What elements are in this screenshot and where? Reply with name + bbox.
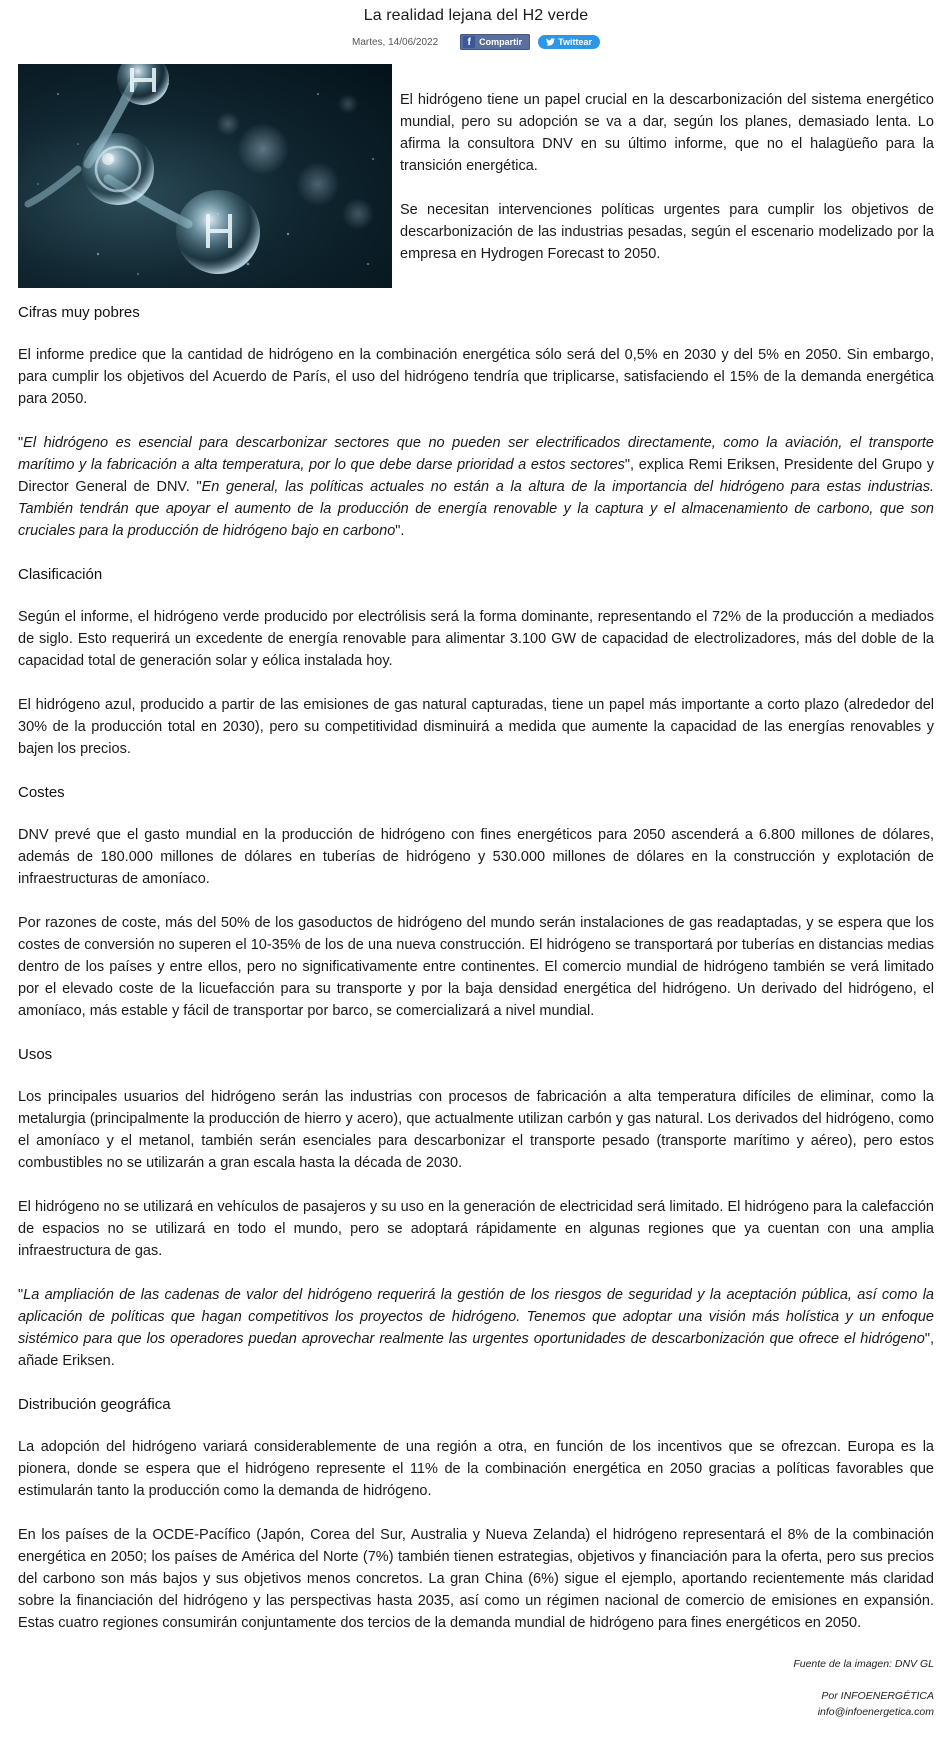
article-intro <box>400 89 934 287</box>
facebook-icon: f <box>463 36 475 48</box>
quote-attribution: ", añade Eriksen. <box>18 1331 934 1369</box>
paragraph: Por razones de coste, más del 50% de los gasoductos de hidrógeno del mundo serán instalaciones de gas readaptadas, y se espera que los costes de conversión no superen el 10-35% de los de una nueva construcción. El hidrógeno se transportará por tuberías en distancias medias dentro de los países y entre ellos, pero no significativamente entre continentes. El comercio mundial de hidrógeno también se verá limitado por el elevado coste de la licuefacción para su transporte y por la baja densidad energética del hidrógeno. Un derivado del hidrógeno, el amoníaco, más estable y fácil de transportar por barco, se comercializará a nivel mundial. <box>18 915 934 1019</box>
quote-paragraph <box>18 1284 934 1372</box>
article-date: Martes, 14/06/2022 <box>351 36 439 48</box>
article-meta <box>18 34 934 50</box>
twitter-bird-icon <box>546 38 555 46</box>
section-cifras <box>18 302 934 1634</box>
byline: Por INFOENERGÉTICA <box>821 1690 934 1702</box>
quote-text: En general, las políticas actuales no están a la altura de la importancia del hidrógeno para estas industrias. También tendrán que apoyar el aumento de la producción de energía renovable y la captura y el almacenamiento de carbono, que son cruciales para la producción de hidrógeno bajo en carbono <box>18 479 935 539</box>
paragraph: DNV prevé que el gasto mundial en la producción de hidrógeno con fines energéticos para 2050 ascenderá a 6.800 millones de dólares, además de 180.000 millones de dólares en tuberías de hidrógeno y 530.000 millones de dólares en la construcción y explotación de infraestructuras de amoníaco. <box>18 827 934 887</box>
article <box>18 0 934 1720</box>
section-heading: Cifras muy pobres <box>18 304 140 321</box>
image-source: Fuente de la imagen: DNV GL <box>793 1658 934 1670</box>
article-title: La realidad lejana del H2 verde <box>363 7 589 24</box>
paragraph: En los países de la OCDE-Pacífico (Japón, Corea del Sur, Australia y Nueva Zelanda) el hidrógeno representará el 8% de la combinación energética en 2050; los países de América del Norte (7%) también tienen estrategias, objetivos y financiación para la oferta, pero sus precios del carbono son más bajos y sus objetivos menos concretos. La gran China (6%) sigue el ejemplo, aportando recientemente más claridad sobre la financiación del hidrógeno y las perspectivas hasta 2035, así como un régimen nacional de comercio de emisiones en expansión. Estas cuatro regiones consumirán conjuntamente dos tercios de la demanda mundial de hidrógeno para fines energéticos en 2050. <box>18 1527 934 1631</box>
hydrogen-molecule-image <box>18 64 392 288</box>
article-lead <box>18 64 934 292</box>
quote-text: La ampliación de las cadenas de valor del hidrógeno requerirá la gestión de los riesgos de seguridad y la aceptación pública, así como la aplicación de políticas que hagan competitivos los proyectos de hidrógeno. Tenemos que adoptar una visión más holística y un enfoque sistémico para que los operadores puedan aprovechar realmente las urgentes oportunidades de descarbonización que ofrece el hidrógeno <box>18 1287 934 1347</box>
paragraph: Los principales usuarios del hidrógeno serán las industrias con procesos de fabricación a alta temperatura difíciles de eliminar, como la metalurgia (principalmente la producción de hierro y acero), que actualmente utilizan carbón y gas natural. Los derivados del hidrógeno, como el amoníaco y el metanol, también serán esenciales para descarbonizar el transporte pesado (transporte marítimo y aéreo), pero estos combustibles no se utilizarán a gran escala hasta la década de 2030. <box>18 1089 934 1171</box>
facebook-share-button[interactable] <box>460 34 530 50</box>
section-heading: Distribución geográfica <box>18 1396 171 1413</box>
paragraph: La adopción del hidrógeno variará considerablemente de una región a otra, en función de los incentivos que se ofrezcan. Europa es la pionera, donde se espera que el hidrógeno represente el 11% de la combinación energética en 2050 gracias a políticas favorables que estimularán tanto la producción como la demanda de hidrógeno. <box>18 1439 934 1499</box>
quote-close: ". <box>395 523 405 539</box>
quote-paragraph <box>18 432 934 542</box>
hero-illustration <box>18 64 392 288</box>
section-heading: Clasificación <box>18 566 103 583</box>
share-label: Compartir <box>479 37 523 47</box>
section-heading: Costes <box>18 784 65 801</box>
paragraph: El hidrógeno no se utilizará en vehículos de pasajeros y su uso en la generación de electricidad será limitado. El hidrógeno para la calefacción de espacios no se utilizará en todo el mundo, pero se adoptará rápidamente en algunas regiones que ya cuentan con una amplia infraestructura de gas. <box>18 1199 934 1259</box>
intro-paragraph: El hidrógeno tiene un papel crucial en la descarbonización del sistema energético mundial, pero su adopción se va a dar, según los planes, demasiado lenta. Lo afirma la consultora DNV en su último informe, que no el halagüeño para la transición energética. <box>400 92 934 174</box>
paragraph: El hidrógeno azul, producido a partir de las emisiones de gas natural capturadas, tiene un papel más importante a corto plazo (alrededor del 30% de la producción total en 2030), pero su competitividad disminuirá a medida que aumente la capacidad de las energías renovables y bajen los precios. <box>18 697 934 757</box>
paragraph: El informe predice que la cantidad de hidrógeno en la combinación energética sólo será del 0,5% en 2030 y del 5% en 2050. Sin embargo, para cumplir los objetivos del Acuerdo de París, el uso del hidrógeno tendría que triplicarse, satisfaciendo el 15% de la demanda energética para 2050. <box>18 347 934 407</box>
intro-paragraph: Se necesitan intervenciones políticas urgentes para cumplir los objetivos de descarbonización de las industrias pesadas, según el escenario modelizado por la empresa en Hydrogen Forecast to 2050. <box>400 202 934 262</box>
section-heading: Usos <box>18 1046 53 1063</box>
tweet-label: Twittear <box>558 37 593 47</box>
contact-email[interactable]: info@infoenergetica.com <box>817 1706 934 1718</box>
twitter-tweet-button[interactable] <box>538 35 600 49</box>
paragraph: Según el informe, el hidrógeno verde producido por electrólisis será la forma dominante, representando el 72% de la producción a mediados de siglo. Esto requerirá un excedente de energía renovable para alimentar 3.100 GW de capacidad de electrolizadores, más del doble de la capacidad total de generación solar y eólica instalada hoy. <box>18 609 934 669</box>
quote-attribution: ", explica Remi Eriksen, Presidente del Grupo y Director General de DNV. " <box>18 457 934 495</box>
quote-mark: " <box>18 1287 24 1303</box>
quote-mark: " <box>18 435 24 451</box>
quote-text: El hidrógeno es esencial para descarbonizar sectores que no pueden ser electrificados directamente, como la aviación, el transporte marítimo y la fabricación a alta temperatura, por lo que debe darse prioridad a estos sectores <box>18 435 934 473</box>
